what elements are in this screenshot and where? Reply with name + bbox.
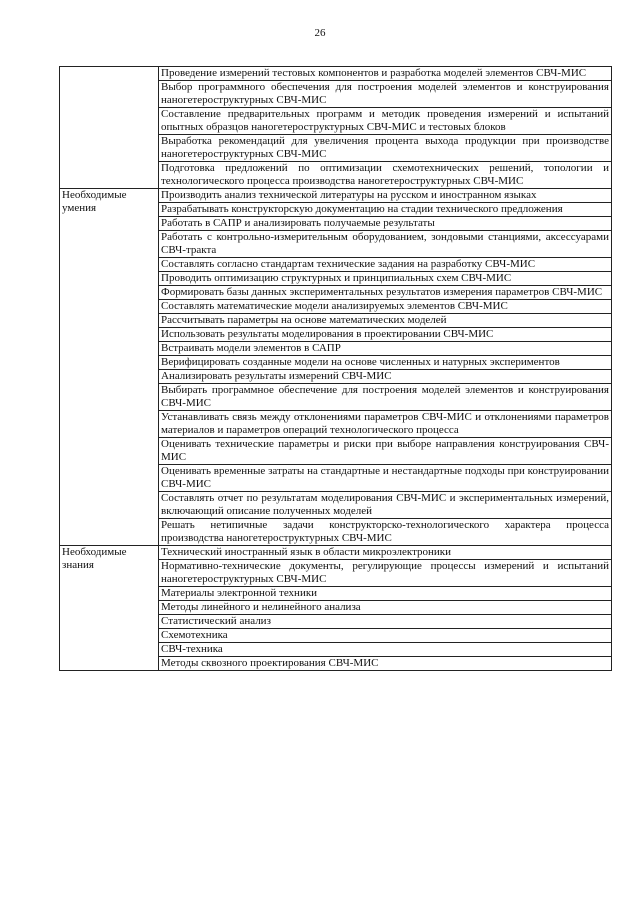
- cell-text: Проводить оптимизацию структурных и принципиальных схем СВЧ-МИС: [161, 272, 512, 284]
- table-cell: [159, 272, 612, 286]
- cell-text: Составлять согласно стандартам технические задания на разработку СВЧ-МИС: [161, 258, 536, 270]
- cell-text: Нормативно-технические документы, регулирующие процессы измерений и испытаний наногетероструктурных СВЧ-МИС: [161, 560, 609, 585]
- cell-text: Подготовка предложений по оптимизации схемотехнических решений, топологии и технологического процесса производства наногетероструктурных СВЧ-МИС: [161, 162, 609, 187]
- table-cell: [159, 258, 612, 272]
- table-cell: [159, 135, 612, 162]
- table-cell: [159, 438, 612, 465]
- cell-text: Работать в САПР и анализировать получаемые результаты: [161, 217, 435, 229]
- table-cell: [159, 657, 612, 671]
- table-cell: [159, 342, 612, 356]
- competency-table: [59, 66, 612, 671]
- table-cell: [159, 560, 612, 587]
- table-cell: [159, 629, 612, 643]
- cell-text: Составлять математические модели анализируемых элементов СВЧ-МИС: [161, 300, 508, 312]
- cell-text: Составлять отчет по результатам моделирования СВЧ-МИС и экспериментальных измерений, включающий описание полученных моделей: [161, 492, 609, 517]
- table-cell: [159, 328, 612, 342]
- cell-text: Работать с контрольно-измерительным оборудованием, зондовыми станциями, аксессуарами СВЧ-тракта: [161, 231, 609, 256]
- cell-text: Методы линейного и нелинейного анализа: [161, 601, 361, 613]
- table-cell: [159, 384, 612, 411]
- table-cell: [159, 67, 612, 81]
- cell-text: Решать нетипичные задачи конструкторско-технологического характера процесса производства наногетероструктурных СВЧ-МИС: [161, 519, 609, 544]
- page-number: 26: [314, 27, 326, 39]
- cell-text: Анализировать результаты измерений СВЧ-МИС: [161, 370, 392, 382]
- cell-text: Разрабатывать конструкторскую документацию на стадии технического предложения: [161, 203, 563, 215]
- cell-text: Материалы электронной техники: [161, 587, 318, 599]
- cell-text: Схемотехника: [161, 629, 228, 641]
- cell-text: Технический иностранный язык в области микроэлектроники: [161, 546, 452, 558]
- table-row: [60, 189, 612, 203]
- table-cell: [159, 162, 612, 189]
- cell-text: Выбирать программное обеспечение для построения моделей элементов и конструирования СВЧ-МИС: [161, 384, 609, 409]
- cell-text: Проведение измерений тестовых компонентов и разработка моделей элементов СВЧ-МИС: [161, 67, 587, 79]
- cell-text: Устанавливать связь между отклонениями параметров СВЧ-МИС и отклонениями параметров материалов и параметров операций технологического процесса: [161, 411, 609, 436]
- competency-table-body: [60, 67, 612, 671]
- table-row: [60, 546, 612, 560]
- cell-text: Выработка рекомендаций для увеличения процента выхода продукции при производстве наногетероструктурных СВЧ-МИС: [161, 135, 609, 160]
- cell-text: Оценивать технические параметры и риски при выборе направления конструирования СВЧ-МИС: [161, 438, 609, 463]
- table-cell: [159, 217, 612, 231]
- cell-text: Формировать базы данных экспериментальных результатов измерения параметров СВЧ-МИС: [161, 286, 603, 298]
- cell-text: Составление предварительных программ и методик проведения измерений и испытаний опытных образцов наногетероструктурных СВЧ-МИС и тестовых блоков: [161, 108, 609, 133]
- table-cell: [159, 286, 612, 300]
- cell-text: СВЧ-техника: [161, 643, 223, 655]
- cell-text: Методы сквозного проектирования СВЧ-МИС: [161, 657, 379, 669]
- section-label: Необходимые умения: [60, 189, 159, 546]
- cell-text: Встраивать модели элементов в САПР: [161, 342, 341, 354]
- cell-text: Статистический анализ: [161, 615, 271, 627]
- cell-text: Использовать результаты моделирования в проектировании СВЧ-МИС: [161, 328, 494, 340]
- table-row: [60, 67, 612, 81]
- table-cell: [159, 370, 612, 384]
- table-cell: [159, 356, 612, 370]
- cell-text: Оценивать временные затраты на стандартные и нестандартные подходы при конструировании СВЧ-МИС: [161, 465, 609, 490]
- cell-text: Рассчитывать параметры на основе математических моделей: [161, 314, 447, 326]
- table-cell: [159, 108, 612, 135]
- table-cell: [159, 615, 612, 629]
- table-cell: [159, 519, 612, 546]
- table-cell: [159, 189, 612, 203]
- table-cell: [159, 203, 612, 217]
- table-cell: [159, 546, 612, 560]
- cell-text: Верифицировать созданные модели на основе численных и натурных экспериментов: [161, 356, 560, 368]
- table-cell: [159, 300, 612, 314]
- table-cell: [159, 465, 612, 492]
- cell-text: Выбор программного обеспечения для построения моделей элементов и конструирования наногетероструктурных СВЧ-МИС: [161, 81, 609, 106]
- table-cell: [159, 601, 612, 615]
- cell-text: Производить анализ технической литературы на русском и иностранном языках: [161, 189, 537, 201]
- table-cell: [159, 81, 612, 108]
- section-label: Необходимые знания: [60, 546, 159, 671]
- table-cell: [159, 411, 612, 438]
- table-cell: [159, 587, 612, 601]
- table-cell: [159, 231, 612, 258]
- table-cell: [159, 643, 612, 657]
- table-cell: [159, 492, 612, 519]
- section-label: [60, 67, 159, 189]
- table-cell: [159, 314, 612, 328]
